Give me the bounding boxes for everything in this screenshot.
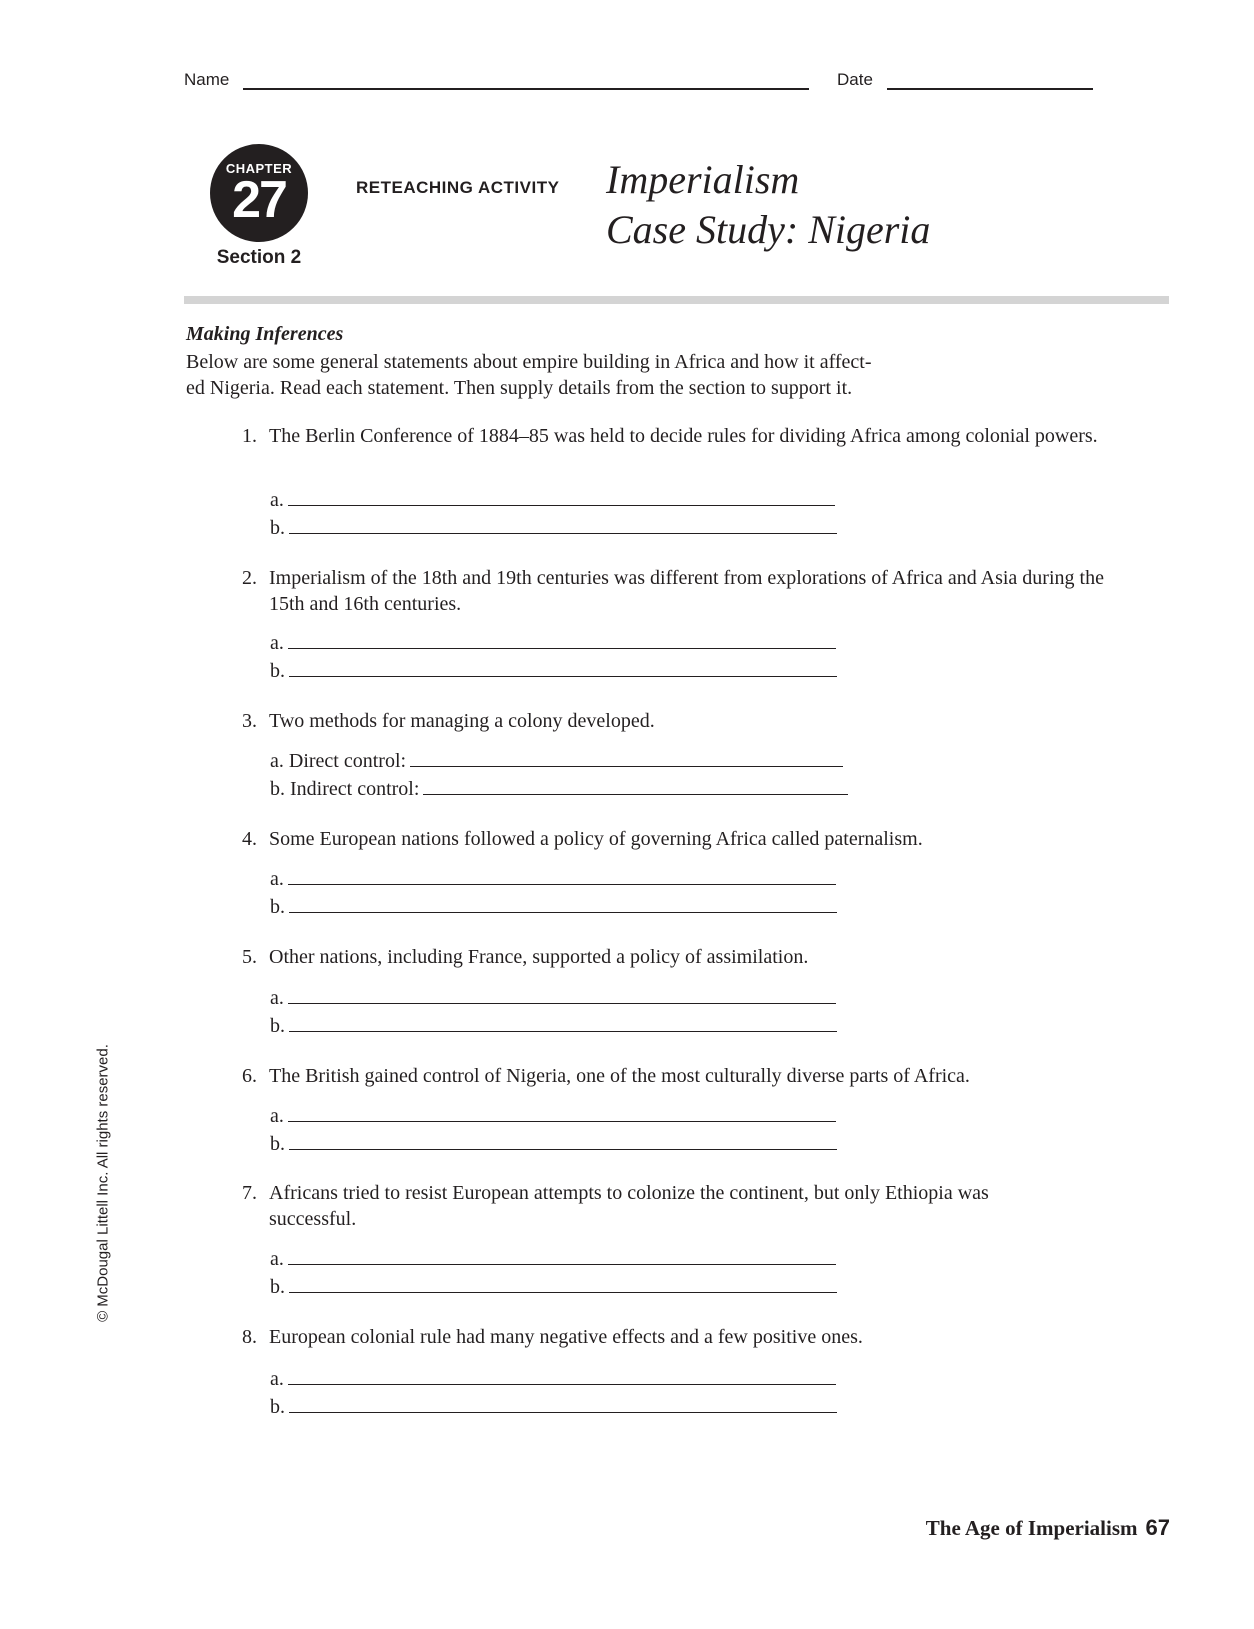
question-text: Other nations, including France, supported a policy of assimilation. [269,946,809,968]
answer-blank[interactable] [288,866,836,885]
header-rule [184,296,1169,304]
question-7 [242,1180,1122,1232]
answer-label: b. [270,1015,285,1037]
question-number: 8. [242,1326,257,1348]
book-title: The Age of Imperialism [925,1516,1138,1540]
page-number: 67 [1145,1515,1170,1540]
copyright-notice: © McDougal Littell Inc. All rights reserved. [94,1044,112,1322]
answer-blank[interactable] [288,985,836,1004]
answer-6a [270,1103,836,1129]
answer-label: a. [270,1105,284,1127]
question-text: Some European nations followed a policy of governing Africa called paternalism. [269,828,923,850]
answer-5b [270,1013,837,1039]
answer-blank[interactable] [288,630,836,649]
answer-blank[interactable] [289,894,837,913]
answer-label: a. [270,868,284,890]
answer-blank[interactable] [288,1246,836,1265]
question-1 [242,423,1122,475]
answer-label: a. [270,1248,284,1270]
question-8 [242,1324,1122,1350]
answer-label: a. [270,987,284,1009]
answer-blank[interactable] [289,658,837,677]
question-text: Africans tried to resist European attempts to colonize the continent, but only Ethiopia was successful. [269,1182,989,1230]
answer-label: b. Indirect control: [270,778,420,800]
answer-blank[interactable] [410,748,843,767]
answer-1a [270,487,835,513]
instructions-line-1: Below are some general statements about empire building in Africa and how it affect- [186,351,872,373]
question-text: The Berlin Conference of 1884–85 was held to decide rules for dividing Africa among colonial powers. [269,425,1098,447]
answer-blank[interactable] [288,1103,836,1122]
question-text: Imperialism of the 18th and 19th centuries was different from explorations of Africa and Asia during the 15th and 16th centuries. [269,567,1104,615]
question-number: 1. [242,425,257,447]
question-number: 3. [242,710,257,732]
instructions [186,349,986,401]
answer-4a [270,866,836,892]
question-3 [242,708,1122,734]
answer-blank[interactable] [288,487,835,506]
name-field[interactable] [243,88,809,90]
answer-3b [270,776,848,802]
answer-blank[interactable] [289,1013,837,1032]
answer-4b [270,894,837,920]
answer-3a [270,748,843,774]
instructions-line-2: ed Nigeria. Read each statement. Then supply details from the section to support it. [186,377,853,399]
chapter-label: CHAPTER [225,161,293,176]
question-5 [242,944,1122,970]
answer-label: b. [270,896,285,918]
question-2 [242,565,1122,617]
answer-label: a. Direct control: [270,750,407,772]
activity-label: RETEACHING ACTIVITY [356,178,560,197]
section-label: Section 2 [216,247,302,268]
date-label: Date [837,70,873,89]
answer-label: b. [270,1276,285,1298]
question-number: 4. [242,828,257,850]
question-4 [242,826,1122,852]
answer-label: a. [270,1368,284,1390]
answer-5a [270,985,836,1011]
question-number: 5. [242,946,257,968]
answer-blank[interactable] [289,1394,837,1413]
answer-blank[interactable] [289,515,837,534]
question-text: The British gained control of Nigeria, one of the most culturally diverse parts of Africa. [269,1065,970,1087]
answer-label: b. [270,1396,285,1418]
answer-label: b. [270,1133,285,1155]
answer-blank[interactable] [423,776,848,795]
answer-2a [270,630,836,656]
answer-blank[interactable] [289,1131,837,1150]
chapter-badge [210,144,308,242]
answer-label: b. [270,517,285,539]
question-number: 2. [242,567,257,589]
answer-2b [270,658,837,684]
answer-1b [270,515,837,541]
answer-label: a. [270,632,284,654]
page-title: Imperialism [606,157,800,202]
question-number: 6. [242,1065,257,1087]
question-text: European colonial rule had many negative effects and a few positive ones. [269,1326,863,1348]
date-field[interactable] [887,88,1093,90]
question-number: 7. [242,1182,257,1204]
answer-label: b. [270,660,285,682]
question-6 [242,1063,1122,1089]
answer-8b [270,1394,837,1420]
question-text: Two methods for managing a colony developed. [269,710,655,732]
page-subtitle: Case Study: Nigeria [606,207,931,252]
page-footer [926,1515,1170,1541]
chapter-number: 27 [232,171,286,229]
answer-blank[interactable] [288,1366,836,1385]
answer-8a [270,1366,836,1392]
answer-7b [270,1274,837,1300]
answer-blank[interactable] [289,1274,837,1293]
answer-7a [270,1246,836,1272]
section-heading: Making Inferences [186,323,344,345]
name-label: Name [184,70,230,89]
answer-6b [270,1131,837,1157]
answer-label: a. [270,489,284,511]
